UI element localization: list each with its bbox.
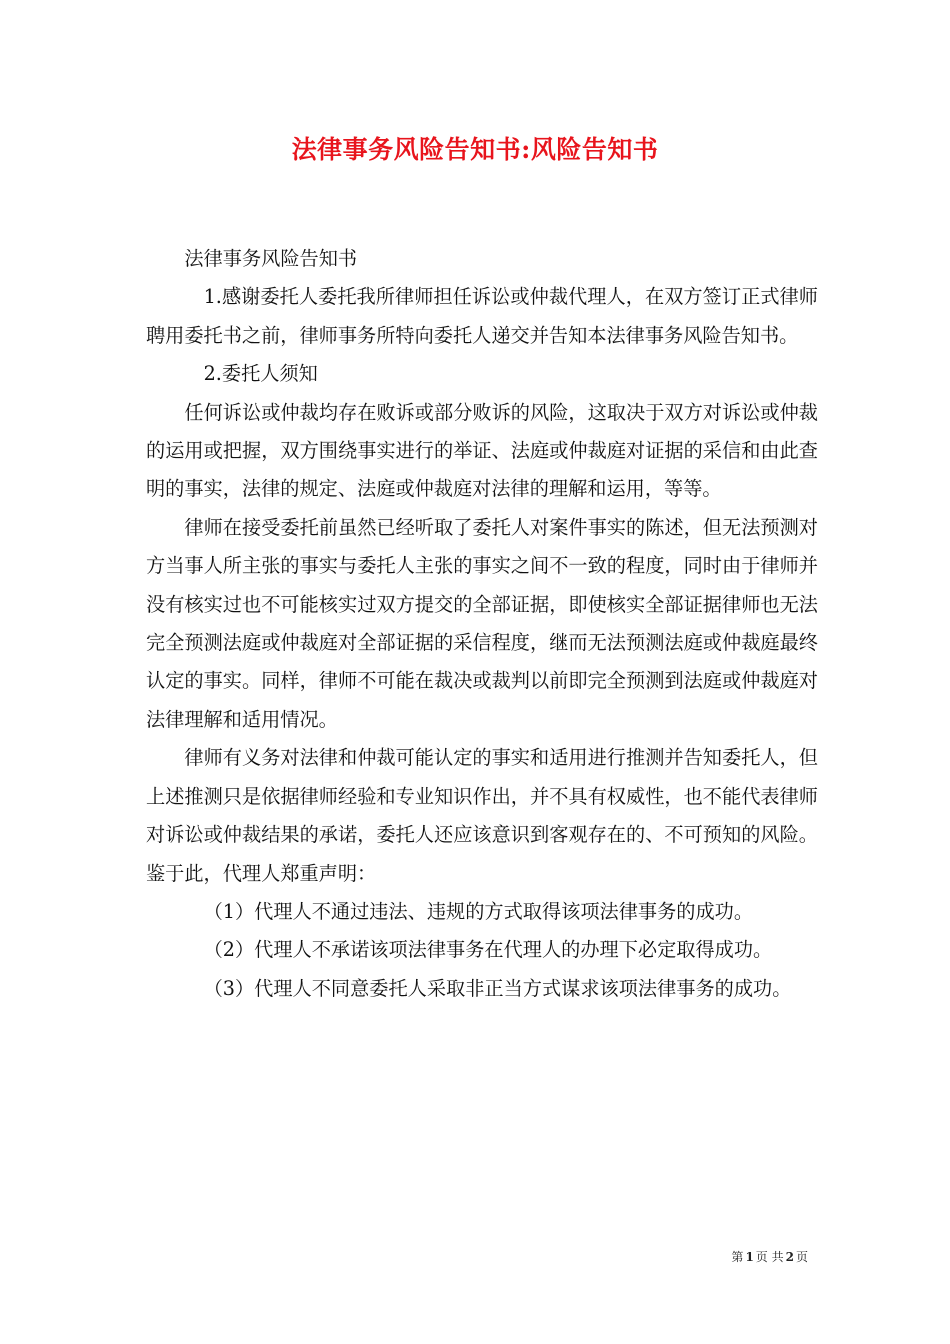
paragraph-item-1: 1.感谢委托人委托我所律师担任诉讼或仲裁代理人，在双方签订正式律师聘用委托书之前，律师事务所特向委托人递交并告知本法律事务风险告知书。 xyxy=(146,285,818,347)
paragraph-declaration-2: （2）代理人不承诺该项法律事务在代理人的办理下必定取得成功。 xyxy=(203,938,773,962)
footer-suffix: 页 xyxy=(795,1250,808,1264)
page-number-footer xyxy=(731,1248,808,1265)
paragraph-declaration-3: （3）代理人不同意委托人采取非正当方式谋求该项法律事务的成功。 xyxy=(203,976,792,1000)
paragraph-risk-statement: 任何诉讼或仲裁均存在败诉或部分败诉的风险，这取决于双方对诉讼或仲裁的运用或把握，双方围绕事实进行的举证、法庭或仲裁庭对证据的采信和由此查明的事实，法律的规定、法庭或仲裁庭对法律的理解和运用，等等。 xyxy=(146,400,818,501)
footer-middle: 页 共 xyxy=(755,1250,784,1264)
paragraph-lawyer-duty: 律师有义务对法律和仲裁可能认定的事实和适用进行推测并告知委托人，但上述推测只是依据律师经验和专业知识作出，并不具有权威性，也不能代表律师对诉讼或仲裁结果的承诺，委托人还应该意识到客观存在的、不可预知的风险。鉴于此，代理人郑重声明： xyxy=(146,746,818,885)
document-body xyxy=(146,240,818,1008)
paragraph-heading: 法律事务风险告知书 xyxy=(184,247,358,270)
paragraph-item-2: 2.委托人须知 xyxy=(203,362,318,386)
paragraph-lawyer-limitations: 律师在接受委托前虽然已经听取了委托人对案件事实的陈述，但无法预测对方当事人所主张的事实与委托人主张的事实之间不一致的程度，同时由于律师并没有核实过也不可能核实过双方提交的全部证据，即使核实全部证据律师也无法完全预测法庭或仲裁庭对全部证据的采信程度，继而无法预测法庭或仲裁庭最终认定的事实。同样，律师不可能在裁决或裁判以前即完全预测到法庭或仲裁庭对法律理解和适用情况。 xyxy=(146,515,818,731)
footer-prefix: 第 xyxy=(731,1250,744,1264)
footer-current-page: 1 xyxy=(745,1250,754,1264)
document-title: 法律事务风险告知书:风险告知书 xyxy=(291,135,659,164)
footer-total-pages: 2 xyxy=(785,1250,794,1264)
paragraph-declaration-1: （1）代理人不通过违法、违规的方式取得该项法律事务的成功。 xyxy=(203,899,754,923)
